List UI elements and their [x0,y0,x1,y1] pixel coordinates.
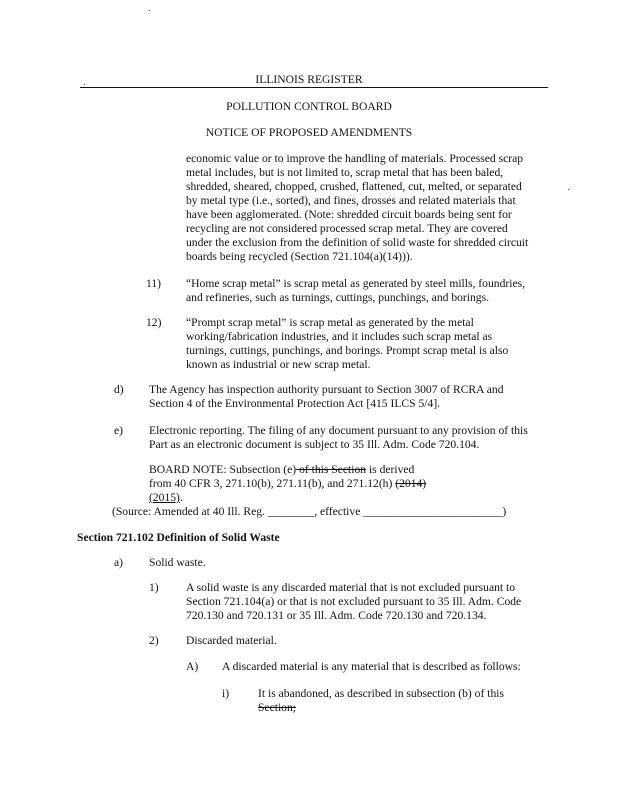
item-e-text: Electronic reporting. The filing of any document pursuant to any provision of this Part as an electronic document is subject to 35 Ill. Adm. Code 720.104. [149,424,528,451]
item-A-letter: A) [186,660,199,673]
continuation-paragraph: economic value or to improve the handling of materials. Processed scrap metal includes, but is not limited to, scrap metal that has been baled, shredded, sheared, chopped, crushed, flattened, cut, melted, or separated by metal type (i.e., sorted), and fines, drosses and related materials that have been agglomerated. (Note: shredded circuit boards being sent for recycling are not considered processed scrap metal. They are covered under the exclusion from the definition of solid waste for shredded circuit boards being recycled (Section 721.104(a)(14))). [186,152,529,263]
item-a-text: Solid waste. [149,556,206,569]
board-note [149,463,439,505]
item-i-text: It is abandoned, as described in subsection (b) of this [258,687,504,700]
notice-title: NOTICE OF PROPOSED AMENDMENTS [205,126,413,139]
item-i-numeral: i) [222,687,230,700]
item-12-number: 12) [146,316,162,329]
item-a1-text: A solid waste is any discarded material that is not excluded pursuant to Section 721.104(a) or that is not excluded pursuant to 35 Ill. Adm. Code 720.130 and 720.131 or 35 Ill. Adm. Code 720.130 and 720.134. [186,581,522,622]
board-note-text: BOARD NOTE: Subsection (e) [149,463,297,476]
item-a2-text: Discarded material. [186,634,277,647]
item-i-deleted-text: Section; [258,701,296,714]
source-line: (Source: Amended at 40 Ill. Reg. ________, effective ________________________) [112,505,507,518]
board-note-deleted-text: of this Section [296,463,367,476]
register-title: ILLINOIS REGISTER [255,73,363,86]
item-A-text: A discarded material is any material that is described as follows: [222,660,521,673]
section-heading: Section 721.102 Definition of Solid Waste [77,531,280,544]
item-d-letter: d) [114,383,124,396]
board-note-text-continued: is derived from 40 CFR 3, 271.10(b), 271.11(b), and 271.12(h) [149,463,415,490]
item-a1-number: 1) [149,581,159,594]
board-note-added-year: (2015) [149,491,180,504]
item-11-number: 11) [146,277,162,290]
item-11-text: “Home scrap metal” is scrap metal as generated by steel mills, foundries, and refineries, such as turnings, cuttings, punchings, and borings. [186,277,525,304]
board-title: POLLUTION CONTROL BOARD [226,100,392,113]
item-d-text: The Agency has inspection authority pursuant to Section 3007 of RCRA and Section 4 of the Environmental Protection Act [415 ILCS 5/4]. [149,383,504,410]
item-a-letter: a) [114,556,124,569]
item-a2-number: 2) [149,634,159,647]
board-note-end: . [179,491,183,504]
board-note-deleted-year: (2014) [395,477,427,490]
page-speck [149,10,150,11]
item-12-text: “Prompt scrap metal” is scrap metal as generated by the metal working/fabrication industries, and it includes such scrap metal as turnings, cuttings, punchings, and borings. Prompt scrap metal is also known as industrial or new scrap metal. [186,316,509,371]
item-e-letter: e) [114,424,124,437]
header-rule [80,87,548,88]
page-speck [568,189,569,190]
